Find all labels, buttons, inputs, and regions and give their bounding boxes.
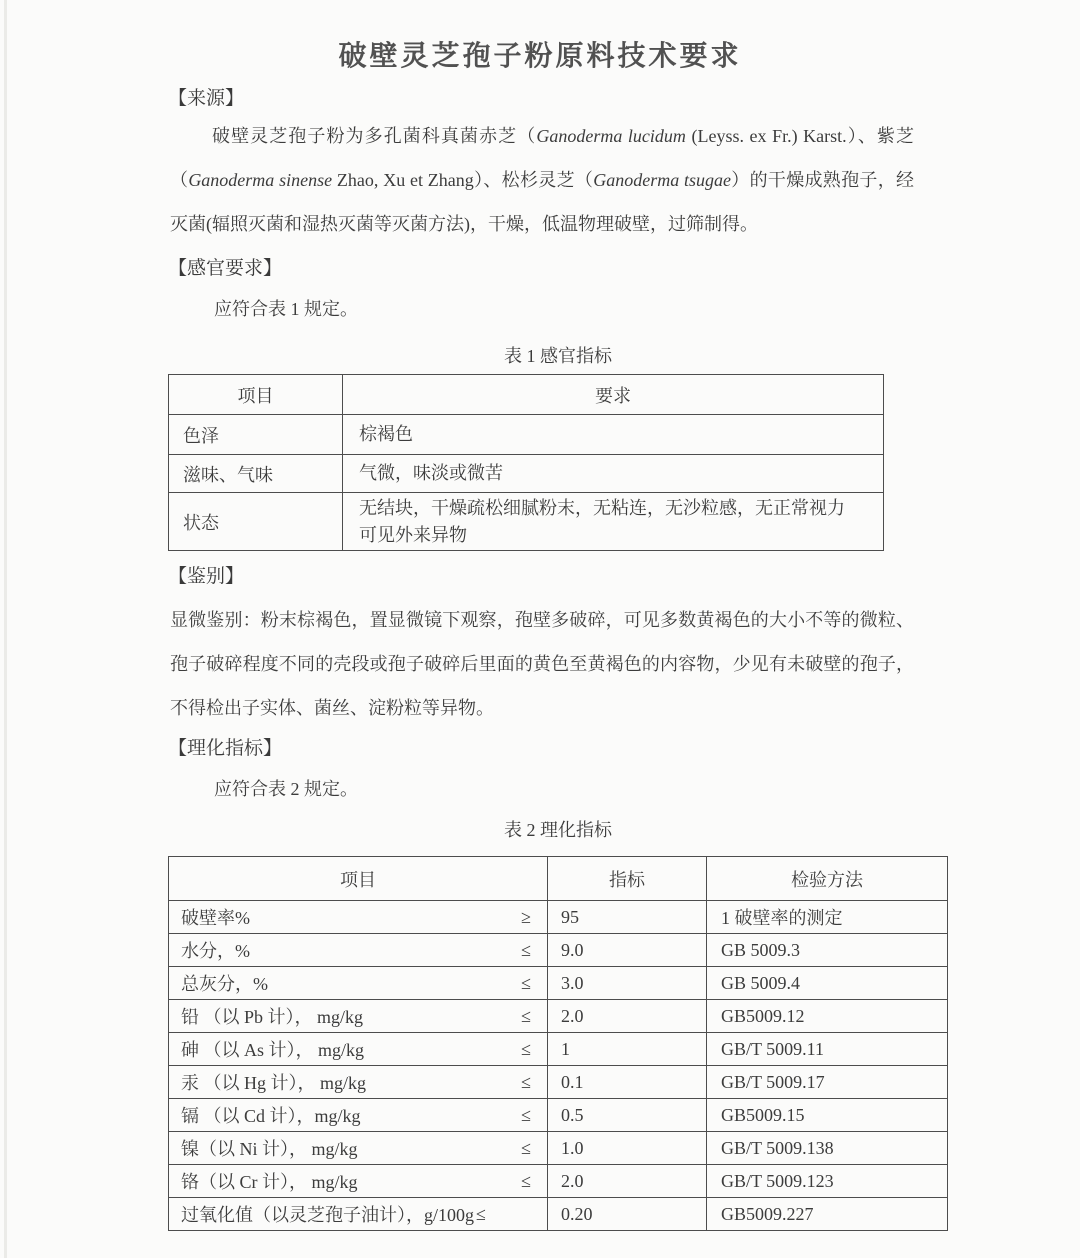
t2-item-label: 镍（以 Ni 计）， mg/kg (181, 1139, 358, 1159)
table-row (169, 1132, 948, 1165)
table-row (169, 415, 884, 455)
t2-value-cell: 2.0 (548, 1000, 707, 1033)
t2-method-cell: 1 破壁率的测定 (707, 901, 948, 934)
t2-value-cell: 2.0 (548, 1165, 707, 1198)
t2-value-cell: 0.5 (548, 1099, 707, 1132)
t2-operator: ≤ (521, 1137, 531, 1158)
latin-name-ganoderma-tsugae: Ganoderma tsugae (593, 170, 731, 190)
source-text-segment: (Leyss. ex Fr.) Karst.）、紫芝（ (170, 126, 914, 190)
t2-item-label: 砷 （以 As 计）， mg/kg (181, 1040, 365, 1060)
table-row (169, 1000, 948, 1033)
t2-header-value: 指标 (548, 857, 707, 901)
table-row (169, 1198, 948, 1231)
t2-value-cell: 9.0 (548, 934, 707, 967)
t2-operator: ≥ (521, 906, 531, 927)
table-row (169, 1066, 948, 1099)
t2-item-label: 水分，% (181, 941, 250, 961)
t2-method-cell: GB 5009.4 (707, 967, 948, 1000)
t2-operator: ≤ (521, 1005, 531, 1026)
table-row (169, 934, 948, 967)
table-header-row (169, 857, 948, 901)
table-row (169, 455, 884, 493)
document-title: 破壁灵芝孢子粉原料技术要求 (338, 40, 742, 71)
table-row (169, 1165, 948, 1198)
t2-item-cell (169, 1198, 548, 1231)
t1-header-requirement: 要求 (343, 375, 884, 415)
t1-item-cell: 滋味、气味 (169, 455, 343, 493)
t2-item-label: 铬（以 Cr 计）， mg/kg (181, 1172, 358, 1192)
source-text-segment: 破壁灵芝孢子粉为多孔菌科真菌赤芝（ (212, 126, 537, 146)
source-text-segment: Zhao, Xu et Zhang）、松杉灵芝（ (332, 170, 594, 190)
t2-operator: ≤ (521, 1038, 531, 1059)
t2-item-cell (169, 1000, 548, 1033)
t2-item-label: 破壁率% (181, 908, 250, 928)
t2-operator: ≤ (476, 1203, 486, 1224)
t2-item-label: 铅 （以 Pb 计）， mg/kg (181, 1007, 364, 1027)
t2-item-label: 过氧化值（以灵芝孢子油计），g/100g (181, 1205, 474, 1225)
section-header-identification: 【鉴别】 (168, 566, 245, 587)
source-paragraph (170, 114, 914, 246)
scan-edge-artifact (4, 0, 7, 1258)
t2-operator: ≤ (521, 1170, 531, 1191)
t2-method-cell: GB5009.227 (707, 1198, 948, 1231)
t2-value-cell: 3.0 (548, 967, 707, 1000)
t2-operator: ≤ (521, 1071, 531, 1092)
t2-method-cell: GB 5009.3 (707, 934, 948, 967)
t2-operator: ≤ (521, 972, 531, 993)
t1-requirement-cell: 无结块，干燥疏松细腻粉末，无粘连，无沙粒感，无正常视力可见外来异物 (343, 493, 884, 551)
t2-operator: ≤ (521, 1104, 531, 1125)
physchem-note: 应符合表 2 规定。 (214, 779, 358, 799)
latin-name-ganoderma-sinense: Ganoderma sinense (188, 170, 333, 190)
sensory-note: 应符合表 1 规定。 (214, 299, 358, 319)
t2-item-cell (169, 1132, 548, 1165)
sensory-table (168, 374, 884, 551)
table-row (169, 901, 948, 934)
table-header-row (169, 375, 884, 415)
t1-header-item: 项目 (169, 375, 343, 415)
section-header-source: 【来源】 (168, 88, 245, 109)
t2-method-cell: GB/T 5009.11 (707, 1033, 948, 1066)
t1-requirement-cell: 棕褐色 (343, 415, 884, 455)
latin-name-ganoderma-lucidum: Ganoderma lucidum (536, 126, 686, 146)
t2-value-cell: 0.1 (548, 1066, 707, 1099)
t1-requirement-cell: 气微，味淡或微苦 (343, 455, 884, 493)
table-row (169, 1099, 948, 1132)
section-header-physchem: 【理化指标】 (168, 738, 283, 759)
t2-item-cell (169, 934, 548, 967)
t2-method-cell: GB/T 5009.138 (707, 1132, 948, 1165)
physchem-table (168, 856, 948, 1231)
table1-caption: 表 1 感官指标 (504, 346, 612, 366)
identification-paragraph: 显微鉴别：粉末棕褐色，置显微镜下观察，孢壁多破碎，可见多数黄褐色的大小不等的微粒、孢子破碎程度不同的壳段或孢子破碎后里面的黄色至黄褐色的内容物，少见有未破壁的孢子，不得检出子实体、菌丝、淀粉粒等异物。 (170, 610, 914, 718)
t2-item-label: 总灰分，% (181, 974, 268, 994)
t1-item-cell: 色泽 (169, 415, 343, 455)
t2-header-item: 项目 (169, 857, 548, 901)
t2-item-label: 镉 （以 Cd 计），mg/kg (181, 1106, 361, 1126)
source-text-segment: ）的干燥成熟孢子，经灭菌(辐照灭菌和湿热灭菌等灭菌方法)，干燥，低温物理破壁，过筛制得。 (170, 170, 915, 234)
t2-item-cell (169, 1033, 548, 1066)
t2-method-cell: GB/T 5009.17 (707, 1066, 948, 1099)
t2-item-cell (169, 901, 548, 934)
t2-value-cell: 0.20 (548, 1198, 707, 1231)
t2-item-cell (169, 1099, 548, 1132)
table2-caption: 表 2 理化指标 (504, 820, 612, 840)
t2-method-cell: GB5009.15 (707, 1099, 948, 1132)
table-row (169, 1033, 948, 1066)
t2-item-cell (169, 967, 548, 1000)
t1-item-cell: 状态 (169, 493, 343, 551)
table-row (169, 493, 884, 551)
t2-value-cell: 1.0 (548, 1132, 707, 1165)
t2-header-method: 检验方法 (707, 857, 948, 901)
t2-value-cell: 1 (548, 1033, 707, 1066)
table-row (169, 967, 948, 1000)
t2-item-label: 汞 （以 Hg 计）， mg/kg (181, 1073, 367, 1093)
t2-item-cell (169, 1066, 548, 1099)
section-header-sensory: 【感官要求】 (168, 258, 283, 279)
t2-item-cell (169, 1165, 548, 1198)
t2-method-cell: GB5009.12 (707, 1000, 948, 1033)
t2-method-cell: GB/T 5009.123 (707, 1165, 948, 1198)
t2-value-cell: 95 (548, 901, 707, 934)
t2-operator: ≤ (521, 939, 531, 960)
